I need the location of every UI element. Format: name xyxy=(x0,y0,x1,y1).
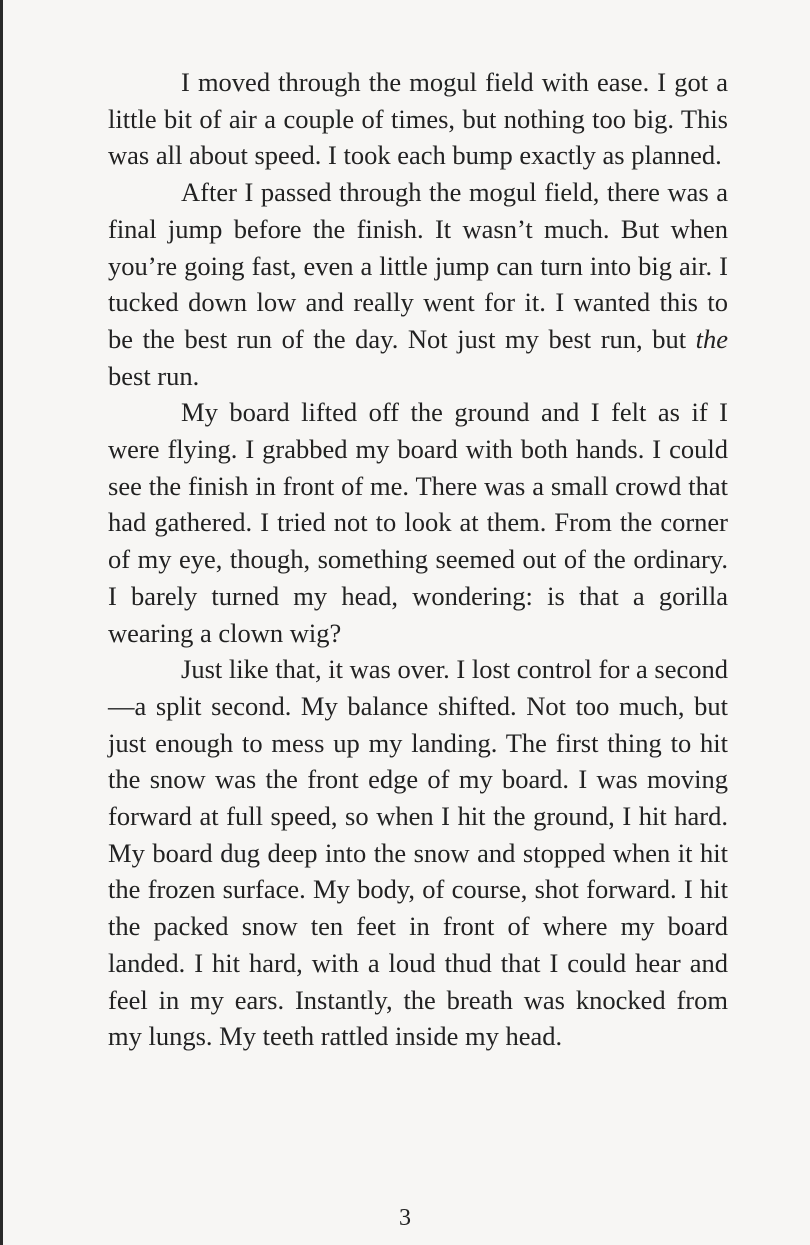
page-number: 3 xyxy=(399,1205,411,1231)
body-text xyxy=(108,64,728,1055)
paragraph-2-emphasis: the xyxy=(695,323,728,354)
paragraph-2 xyxy=(108,174,728,394)
paragraph-4: Just like that, it was over. I lost control for a second—a split second. My balance shifted. Not too much, but just enough to mess up my landing. The first thing to hit the snow was the front edge of my board. I was moving forward at full speed, so when I hit the ground, I hit hard. My board dug deep into the snow and stopped when it hit the frozen surface. My body, of course, shot forward. I hit the packed snow ten feet in front of where my board landed. I hit hard, with a loud thud that I could hear and feel in my ears. Instantly, the breath was knocked from my lungs. My teeth rattled inside my head. xyxy=(108,654,728,1052)
paragraph-3: My board lifted off the ground and I felt as if I were flying. I grabbed my board with both hands. I could see the finish in front of me. There was a small crowd that had gathered. I tried not to look at them. From the corner of my eye, though, something seemed out of the ordinary. I barely turned my head, wondering: is that a gorilla wearing a clown wig? xyxy=(108,397,728,648)
paragraph-2-text-end: best run. xyxy=(108,360,200,391)
paragraph-1: I moved through the mogul field with ease. I got a little bit of air a couple of times, but nothing too big. This was all about speed. I took each bump exactly as planned. xyxy=(108,67,728,171)
page-binding-edge xyxy=(0,0,3,1245)
paragraph-2-text: After I passed through the mogul field, there was a final jump before the finish. It wasn’t much. But when you’re going fast, even a little jump can turn into big air. I tucked down low and really went for it. I wanted this to be the best run of the day. Not just my best run, but xyxy=(108,177,728,354)
